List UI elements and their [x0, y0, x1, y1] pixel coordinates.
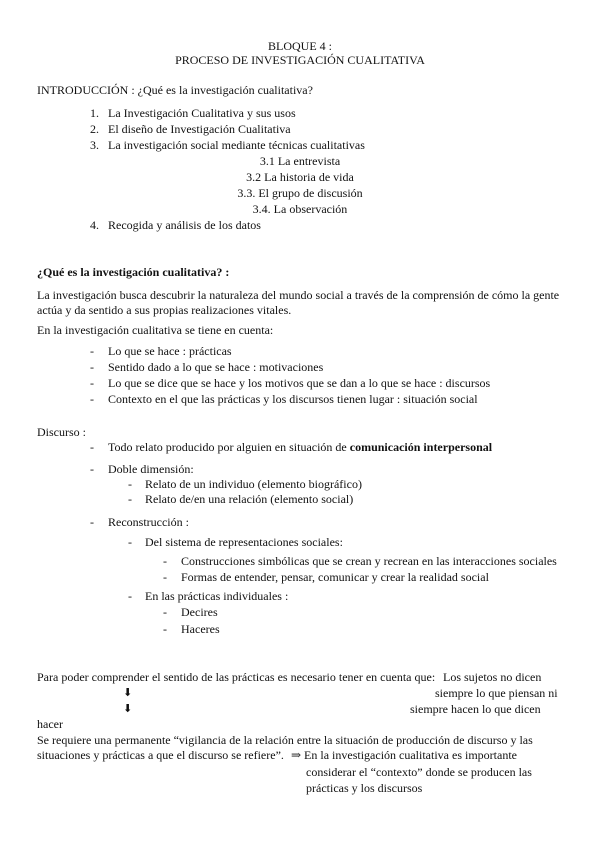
discurso-bullet-1 — [108, 440, 492, 454]
intro-item-4: Recogida y análisis de los datos — [108, 218, 261, 232]
discurso-sub-item: En las prácticas individuales : — [145, 589, 289, 603]
closing-right-2: siempre lo que piensan ni — [435, 686, 558, 700]
arrow-down-icon: ⬇ — [123, 702, 133, 715]
discurso-sub-sub-item: Formas de entender, pensar, comunicar y crear la realidad social — [181, 570, 489, 584]
page-title: PROCESO DE INVESTIGACIÓN CUALITATIVA — [175, 53, 425, 67]
dash-marker: - — [128, 589, 132, 603]
discurso-label: Discurso : — [37, 425, 86, 439]
discurso-sub-item: Relato de un individuo (elemento biográfico) — [145, 477, 362, 491]
dash-marker: - — [128, 535, 132, 549]
intro-item-3: La investigación social mediante técnicas cualitativas — [108, 138, 365, 152]
intro-subitem: 3.1 La entrevista — [259, 154, 341, 168]
arrow-down-icon: ⬇ — [123, 686, 133, 699]
discurso-sub-sub-item: Construcciones simbólicas que se crean y recrean en las interacciones sociales — [181, 554, 557, 568]
section-heading: ¿Qué es la investigación cualitativa? : — [37, 265, 230, 279]
intro-item-3-num: 3. — [90, 138, 99, 152]
closing-right-1: Los sujetos no dicen — [443, 670, 542, 684]
para-2: En la investigación cualitativa se tiene en cuenta: — [37, 323, 274, 337]
closing-right-6: ⇒ En la investigación cualitativa es importante — [291, 748, 517, 762]
intro-item-1: La Investigación Cualitativa y sus usos — [108, 106, 296, 120]
dash-marker: - — [90, 462, 94, 476]
discurso-sub-sub-item: Decires — [181, 605, 218, 619]
closing-line-4: hacer — [37, 717, 63, 731]
dash-marker: - — [128, 477, 132, 491]
discurso-sub-sub-item: Haceres — [181, 622, 220, 636]
dash-marker: - — [90, 440, 94, 454]
bullet-item: Contexto en el que las prácticas y los discursos tienen lugar : situación social — [108, 392, 478, 406]
intro-item-2: El diseño de Investigación Cualitativa — [108, 122, 291, 136]
dash-marker: - — [163, 605, 167, 619]
dash-marker: - — [90, 344, 94, 358]
closing-line-6: situaciones y prácticas a que el discurso se refiere”. — [37, 748, 284, 762]
discurso-bullet-1-text: Todo relato producido por alguien en situación de — [108, 440, 350, 454]
discurso-bullet-2: Doble dimensión: — [108, 462, 194, 476]
intro-subitem: 3.4. La observación — [252, 202, 348, 216]
dash-marker: - — [163, 570, 167, 584]
dash-marker: - — [90, 376, 94, 390]
bullet-item: Lo que se dice que se hace y los motivos que se dan a lo que se hace : discursos — [108, 376, 491, 390]
bloque-label: BLOQUE 4 : — [268, 39, 332, 53]
closing-line-1: Para poder comprender el sentido de las prácticas es necesario tener en cuenta que: — [37, 670, 436, 684]
dash-marker: - — [90, 360, 94, 374]
intro-subitem: 3.3. El grupo de discusión — [237, 186, 363, 200]
para-1-line-2: actúa y da sentido a sus propias realizaciones vitales. — [37, 303, 292, 317]
dash-marker: - — [128, 492, 132, 506]
closing-line-5: Se requiere una permanente “vigilancia de la relación entre la situación de producción de discurso y las — [37, 733, 533, 747]
closing-line-7: considerar el “contexto” donde se producen las — [306, 765, 532, 779]
closing-right-3: siempre hacen lo que dicen — [410, 702, 541, 716]
bullet-item: Sentido dado a lo que se hace : motivaciones — [108, 360, 324, 374]
dash-marker: - — [90, 515, 94, 529]
intro-line: INTRODUCCIÓN : ¿Qué es la investigación cualitativa? — [37, 83, 313, 97]
discurso-bullet-3: Reconstrucción : — [108, 515, 189, 529]
discurso-sub-item: Relato de/en una relación (elemento social) — [145, 492, 354, 506]
closing-line-8: prácticas y los discursos — [306, 781, 423, 795]
discurso-bullet-1-bold: comunicación interpersonal — [349, 440, 493, 454]
discurso-sub-item: Del sistema de representaciones sociales: — [145, 535, 343, 549]
intro-item-1-num: 1. — [90, 106, 99, 120]
intro-item-4-num: 4. — [90, 218, 99, 232]
para-1-line-1: La investigación busca descubrir la naturaleza del mundo social a través de la comprensión de cómo la gente — [37, 288, 560, 302]
dash-marker: - — [163, 622, 167, 636]
intro-item-2-num: 2. — [90, 122, 99, 136]
dash-marker: - — [90, 392, 94, 406]
intro-subitem: 3.2 La historia de vida — [246, 170, 354, 184]
bullet-item: Lo que se hace : prácticas — [108, 344, 232, 358]
dash-marker: - — [163, 554, 167, 568]
